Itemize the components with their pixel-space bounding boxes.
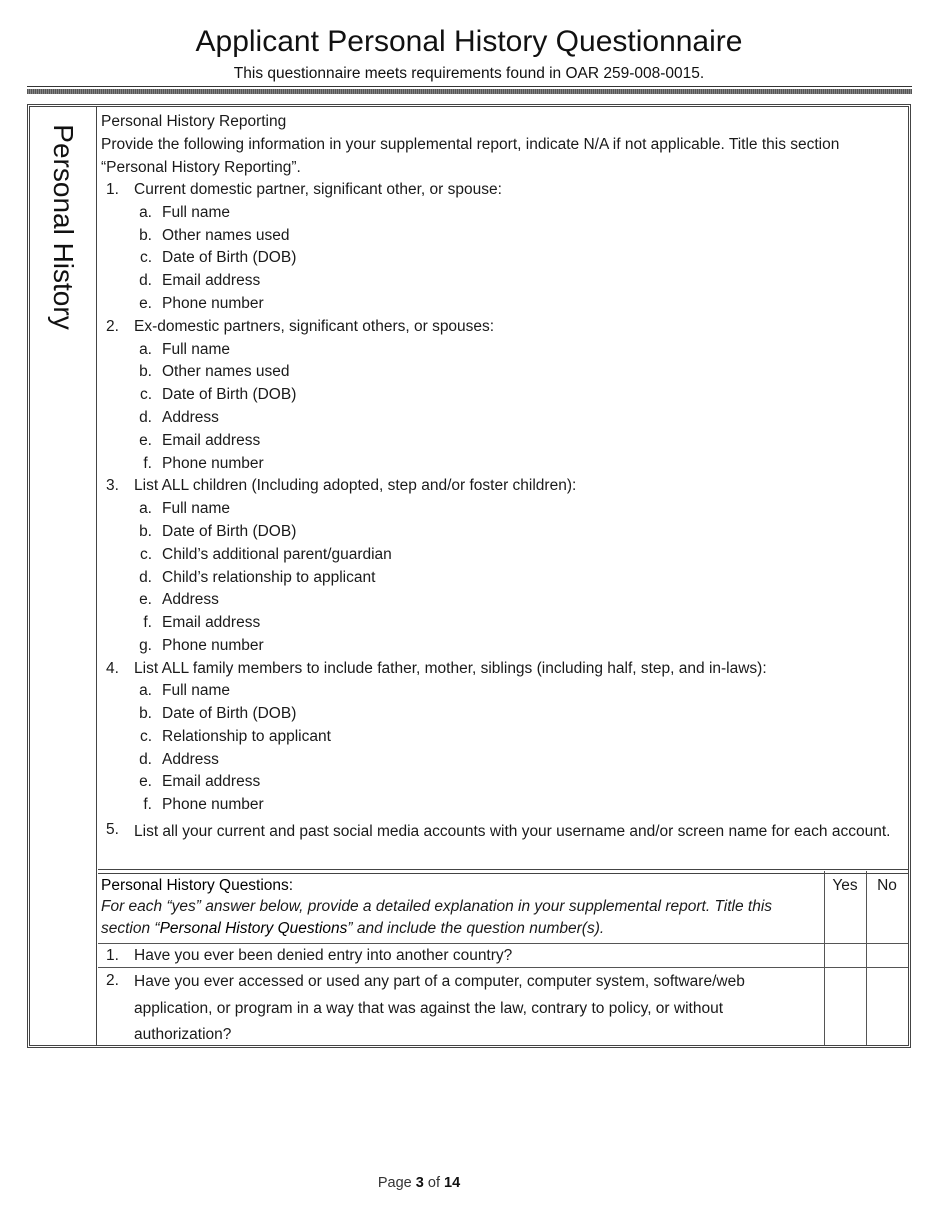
sub-item-letter: c.: [139, 249, 152, 266]
sub-item-letter: e.: [139, 591, 152, 608]
sub-item-text: Email address: [162, 614, 261, 631]
sub-item-letter: c.: [139, 546, 152, 563]
main-column: [98, 107, 908, 1045]
list-item-text: Ex-domestic partners, significant others, or spouses:: [134, 318, 495, 335]
sub-item-text: Date of Birth (DOB): [162, 249, 297, 266]
yes-column-header: Yes: [832, 877, 858, 894]
list-item-number: 2.: [106, 318, 119, 335]
sub-item-letter: a.: [139, 682, 152, 699]
sub-item-letter: g.: [139, 637, 152, 654]
page-title: Applicant Personal History Questionnaire: [195, 25, 743, 58]
no-column-header: No: [877, 877, 897, 894]
list-item-text: List ALL children (Including adopted, step and/or foster children):: [134, 477, 577, 494]
sub-item-text: Full name: [162, 500, 231, 517]
sub-item-letter: f.: [143, 614, 152, 631]
row-divider: [98, 967, 908, 968]
page-footer: Page 3 of 14: [377, 1175, 461, 1191]
yes-column-border: [824, 871, 825, 1045]
sub-item-letter: f.: [143, 455, 152, 472]
personal-history-reporting-section: [98, 107, 908, 869]
sub-item-text: Relationship to applicant: [162, 728, 331, 745]
side-column: [30, 107, 97, 1045]
header-rule-thick: [27, 89, 912, 94]
page-total-number: 14: [444, 1175, 461, 1191]
sub-item-text: Address: [162, 409, 219, 426]
sub-item-letter: e.: [139, 773, 152, 790]
sub-item-letter: b.: [139, 227, 152, 244]
sub-item-text: Phone number: [162, 796, 264, 813]
question-text: Have you ever accessed or used any part of a computer, computer system, software/web application, or program in a way that was against the law, contrary to policy, or without authorization?: [134, 973, 745, 1043]
page-subtitle: This questionnaire meets requirements found in OAR 259-008-0015.: [233, 65, 705, 82]
sub-item-letter: a.: [139, 204, 152, 221]
no-column-border: [866, 871, 867, 1045]
sub-item-text: Phone number: [162, 295, 264, 312]
sub-item-letter: f.: [143, 796, 152, 813]
reporting-heading: Personal History Reporting: [101, 113, 287, 130]
sub-item-text: Date of Birth (DOB): [162, 386, 297, 403]
form-frame: [27, 104, 911, 1048]
sub-item-text: Child’s additional parent/guardian: [162, 546, 392, 563]
sub-item-text: Email address: [162, 432, 261, 449]
question-number: 1.: [106, 947, 119, 964]
sub-item-letter: c.: [139, 386, 152, 403]
sub-item-letter: d.: [139, 272, 152, 289]
reporting-intro: Provide the following information in your supplemental report, indicate N/A if not applicable. Title this section “Personal History Reporting”.: [101, 136, 840, 176]
questions-instruction: For each “yes” answer below, provide a detailed explanation in your supplemental report. Title this section “Personal History Questions” and include the question number(s).: [101, 898, 773, 937]
sub-item-text: Address: [162, 591, 219, 608]
sub-item-text: Full name: [162, 204, 231, 221]
sub-item-letter: e.: [139, 432, 152, 449]
sub-item-letter: a.: [139, 500, 152, 517]
sub-item-letter: c.: [139, 728, 152, 745]
list-item-number: 4.: [106, 660, 119, 677]
question-number: 2.: [106, 972, 119, 989]
sub-item-text: Other names used: [162, 363, 290, 380]
sub-item-letter: b.: [139, 363, 152, 380]
sub-item-text: Address: [162, 751, 219, 768]
sub-item-letter: a.: [139, 341, 152, 358]
sub-item-letter: b.: [139, 705, 152, 722]
sub-item-text: Email address: [162, 272, 261, 289]
row-divider: [98, 943, 908, 944]
page-current-number: 3: [415, 1175, 424, 1191]
list-item-text: List ALL family members to include father, mother, siblings (including half, step, and in-laws):: [134, 660, 767, 677]
sub-item-text: Phone number: [162, 455, 264, 472]
list-item-number: 5.: [106, 821, 119, 838]
questions-section-title: Personal History Questions: [159, 920, 348, 937]
question-text: Have you ever been denied entry into another country?: [134, 947, 513, 964]
sub-item-letter: e.: [139, 295, 152, 312]
sub-item-letter: d.: [139, 569, 152, 586]
sub-item-letter: d.: [139, 751, 152, 768]
sub-item-text: Child’s relationship to applicant: [162, 569, 376, 586]
sub-item-text: Date of Birth (DOB): [162, 523, 297, 540]
sub-item-text: Phone number: [162, 637, 264, 654]
sub-item-text: Other names used: [162, 227, 290, 244]
questions-heading: Personal History Questions:: [101, 877, 294, 894]
sub-item-text: Full name: [162, 682, 231, 699]
list-item-number: 3.: [106, 477, 119, 494]
header-rule: [27, 86, 912, 87]
sub-item-text: Email address: [162, 773, 261, 790]
sub-item-text: Full name: [162, 341, 231, 358]
list-item-number: 1.: [106, 181, 119, 198]
sub-item-letter: d.: [139, 409, 152, 426]
sub-item-text: Date of Birth (DOB): [162, 705, 297, 722]
sub-item-letter: b.: [139, 523, 152, 540]
side-label: Personal History: [48, 124, 79, 330]
list-item-text: Current domestic partner, significant other, or spouse:: [134, 181, 502, 198]
personal-history-questions-section: [98, 871, 908, 1045]
list-item-text: List all your current and past social media accounts with your username and/or screen name for each account.: [134, 823, 891, 840]
